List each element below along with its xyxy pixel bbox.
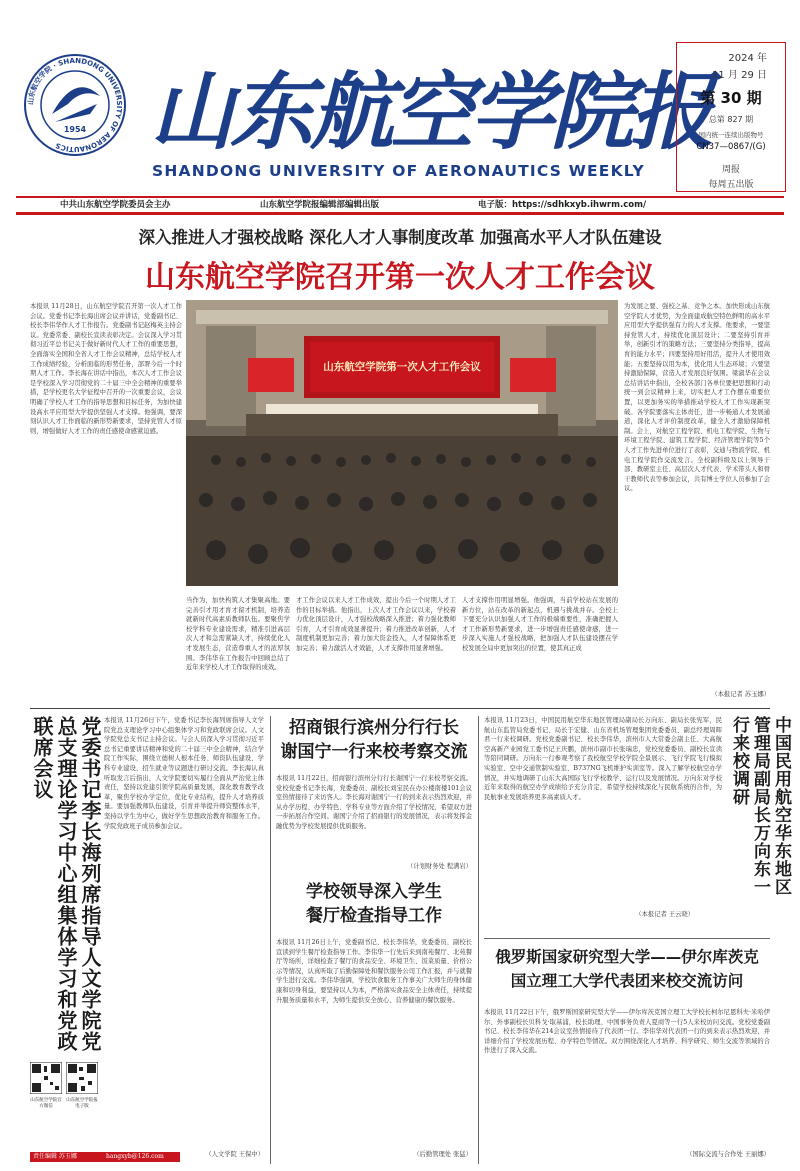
lead-byline: （本报记者 苏玉娜） bbox=[711, 691, 770, 698]
russia-title-line-1: 俄罗斯国家研究型大学——伊尔库茨克 bbox=[495, 948, 759, 966]
cn-number: CN37—0867/(G) bbox=[696, 142, 766, 152]
aviation-body: 本报讯 11月23日，中国民用航空华东地区管理局副局长万向东、副局长张宪军，民航山东监管局党委书记、局长于宏健、山东省机场管理集团党委委员、副总经理周晖君一行来校调研。党校党委副书记、校长李伟华，滨州市人大常委会副主任、大高航空高新产业园党工委书记王庆鹏，滨州市副市长张瑞忠，党校党委委员、副校长宣读等陪同调研。万向东一行参观考察了我校航空学校学院全景展示、飞行学院飞行模拟实验室、空中交通管制实验室、B737NG飞机维护实训室等。深入了解学校航空办学情况，并实地调研了山东大高国际飞行学校教学、运行以及发展情况。万向东对学校近年来取得的航空办学成绩给予充分肯定，希望学校持续深化与民航系统的合作，为民航事业发展培养更多高素质人才。 bbox=[484, 717, 722, 801]
sponsor-line: 中共山东航空学院委员会主办 bbox=[60, 200, 171, 210]
frequency: 周报 bbox=[721, 165, 740, 175]
theory-body: 本报讯 11月26日下午，党委书记李长海列席指导人文学院党总支理论学习中心组集体学习和党政联席会议。人文学院党总支书记主持会议。与会人员深入学习贯彻习近平总书记重要讲话精神和党的二十届三中全会精神，结合学院工作实际，围绕立德树人根本任务、师资队伍建设、学科专业建设、招生就业等议题进行研讨交流。李长海认真听取发言后指出，人文学院要切实履行全面从严治党主体责任，坚持以党建引领学院高质量发展，深化教育教学改革，聚焦学校办学定位，优化专业结构，提升人才培养质量。要加强教师队伍建设，引育并举提升师资整体水平，坚持以学生为中心，做好学生思想政治教育和服务工作。学院党政班子成员参加会议。 bbox=[104, 717, 264, 830]
lead-column-1: 本报讯 11月28日，山东航空学院召开第一次人才工作会议。党委书记李长海出席会议并讲话，党委副书记、校长李伟华作人才工作报告。党委副书记赵梅英主持会议。党委常委、副校长宣读表彰决定。会议深入学习贯彻习近平总书记关于做好新时代人才工作的重要思想，全面落实全国和全省人才工作会议精神，总结学校人才工作成绩经验，分析面临的形势任务，部署今后一个时期人才工作。李长海在讲话中指出，本次人才工作会议是学校深入学习贯彻党的二十届三中全会精神的重要举措，是学校更名大学征程中召开的一次重要会议，会议明确了学校人才工作的指导思想和目标任务，为加快建设高水平应用型大学提供坚强人才支撑。他强调，要深刻认识人才工作面临的新形势新要求，坚持党管人才原则，增强做好人才工作的责任感使命感紧迫感。 bbox=[30, 303, 182, 435]
lead-column-2: 当作为，加快构筑人才集聚高地。要完善引才用才育才留才机制，培养造就新时代高素质教师队伍。要聚焦学校学科专业建设需求，精准引进高层次人才和急需紧缺人才，持续优化人才发展生态，营造尊重人才的浓厚氛围。李伟华在工作报告中回顾总结了近年来学校人才工作取得的成效。 bbox=[186, 597, 290, 672]
issue-year: 2024 年 bbox=[728, 53, 767, 64]
canteen-title-line-1: 学校领导深入学生 bbox=[306, 882, 442, 902]
aviation-byline: （本报记者 王云晓） bbox=[635, 911, 694, 918]
russia-byline: （国际交流与合作处 王丽娜） bbox=[686, 1151, 770, 1158]
russia-divider bbox=[484, 938, 770, 939]
qr-block bbox=[30, 1062, 98, 1160]
aviation-title: 中国民用航空华东地区管理局副局长万向东一行来校调研 bbox=[729, 716, 791, 896]
col-divider-right bbox=[478, 716, 479, 1164]
cn-label: 国内统一连续出版物号 bbox=[698, 131, 764, 139]
epaper-qr[interactable] bbox=[66, 1062, 98, 1094]
russia-body: 本报讯 11月22日下午，俄罗斯国家研究型大学——伊尔库茨克国立理工大学校长柯尔尼恩科夫·米哈伊尔、外事副校长贝科戈·取基浦，校长助理、中国事务负责人夏商等一行5人来校访问交流。党校党委副书记、校长李伟华在214会议室热情接待了代表团一行。李伟华对代表团一行的到来表示热烈欢迎，并详细介绍了学校发展历程、办学特色等情况。双方围绕深化人才培养、科学研究、师生交流等领域的合作进行了深入交流。 bbox=[484, 1009, 770, 1055]
logo-year: 1954 bbox=[63, 125, 87, 134]
canteen-body: 本报讯 11月26日上午，党委副书记、校长李伟华，党委委员、副校长宣读到学生餐厅检查指导工作。李伟华一行先后来到南苑餐厅、北苑餐厅等场所，详细检查了餐厅的食品安全、环境卫生、饭菜质量、价格公示等情况，认真听取了后勤保障处和餐饮服务公司工作汇报，并与就餐学生进行交流。李伟华强调，学校饮食服务工作事关广大师生的身体健康和切身利益，要坚持以人为本，严格落实食品安全主体责任，持续提升服务质量和水平，为师生提供安全放心、营养健康的餐饮服务。 bbox=[276, 939, 472, 1004]
bank-byline: （计划财务处 程满岩） bbox=[407, 863, 472, 870]
newspaper-title: 山东航空学院报 bbox=[150, 62, 711, 161]
newspaper-subtitle: SHANDONG UNIVERSITY OF AERONAUTICS WEEKLY bbox=[152, 162, 645, 180]
masthead-rule-bottom bbox=[16, 212, 784, 215]
publish-day: 每周五出版 bbox=[708, 180, 754, 190]
logo-ring-text: 山东航空学院 · SHANDONG UNIVERSITY OF AERONAUTICS bbox=[26, 56, 124, 154]
canteen-title-line-2: 餐厅检查指导工作 bbox=[306, 906, 442, 926]
official-wechat-qr[interactable] bbox=[30, 1062, 62, 1094]
russia-title-line-2: 国立理工大学代表团来校交流访问 bbox=[510, 972, 744, 990]
photo-banner-text: 山东航空学院第一次人才工作会议 bbox=[323, 361, 481, 373]
bank-body: 本报讯 11月22日，招商银行滨州分行行长谢国宁一行来校考察交流。党校党委书记李长海，党委委员、副校长刘宝民在办公楼南楼101会议室热情接待了来访客人。李长海对谢国宁一行的到来表示热烈欢迎，并从办学历程、办学特色、学科专业等方面介绍了学校情况，希望双方进一步拓展合作空间。谢国宁介绍了招商银行的发展情况，表示将发挥金融优势为学校发展提供优质服务。 bbox=[276, 775, 472, 830]
lead-kicker: 深入推进人才强校战略 深化人才人事制度改革 加强高水平人才队伍建设 bbox=[138, 228, 662, 247]
university-logo bbox=[22, 52, 128, 158]
lead-headline: 山东航空学院召开第一次人才工作会议 bbox=[145, 260, 655, 295]
lead-photo bbox=[186, 300, 618, 586]
qr-label-epaper: 山东航空学院报电子版 bbox=[66, 1098, 98, 1109]
lead-column-3: 才工作会议以来人才工作成效，提出今后一个时期人才工作的目标举措。他指出，上次人才工作会议以来，学校着力优化顶层设计，人才强校战略深入推进；着力强化教师引育，人才引育成效显著提升；着力推进改革创新，人才制度机制更加完善；着力加大资金投入，人才保障体系更加完善；着力激活人才效能，人才支撑作用显著增强。 bbox=[296, 597, 456, 652]
editor-email[interactable]: hangxyb@126.com bbox=[106, 1153, 164, 1160]
col-divider-left bbox=[270, 716, 271, 1164]
lead-column-4: 人才支撑作用明显增强。他强调，当前学校站在发展的新方位，站在改革的新起点，机遇与挑战并存。全校上下要充分认识加强人才工作的极端重要性，准确把握人才工作新形势新要求，进一步增强责任感使命感，进一步深入实施人才强校战略，把加强人才队伍建设摆在学校发展全局中更加突出的位置，使其真正成 bbox=[462, 597, 618, 652]
total-issue: 总第 827 期 bbox=[708, 115, 754, 124]
bank-title-line-1: 招商银行滨州分行行长 bbox=[289, 718, 459, 738]
issue-date: 11 月 29 日 bbox=[712, 70, 767, 81]
issue-box bbox=[676, 42, 786, 192]
qr-label-wechat: 山东航空学院官方微信 bbox=[30, 1098, 62, 1109]
responsible-editor: 责任编辑 苏玉娜 bbox=[33, 1153, 77, 1160]
lead-column-right: 为发展之要、强校之基、竞争之本。加快形成山东航空学院人才优势，为全面建成航空特色鲜明的高水平应用型大学提供强有力的人才支撑。他要求，一要坚持党管人才，持续优化顶层设计；二要坚持引育并举，创新引才的策略方法；三要坚持分类指导，提高育的能力水平；四要坚持用好用活，提升人才使用效能；五要坚持以用为本，优化用人生态环境；六要坚持激励保障，营造人才发展良好氛围。梁淑华在会议总结讲话中指出，全校各部门各单位要把思想和行动统一到会议精神上来，切实把人才工作摆在重要位置，以更加务实的举措推动学校人才工作实现新突破。各学院要落实主体责任，进一步畅通人才发展通道，深化人才评价制度改革，健全人才激励保障机制。会上，对航空工程学院、机电工程学院、生物与环境工程学院、建筑工程学院、经济管理学院等5个人才工作先进单位进行了表彰，交通与物流学院、机电工程学院作交流发言。全校副科级及以上领导干部、教研室主任、高层次人才代表、学术带头人和骨干教师代表等参加会议，共有博士学位人员参加了会议。 bbox=[624, 303, 770, 493]
bank-title-line-2: 谢国宁一行来校考察交流 bbox=[280, 742, 468, 762]
theory-title: 党委书记李长海列席指导人文学院党总支理论学习中心组集体学习和党政联席会议 bbox=[30, 716, 102, 1052]
epaper-link[interactable]: 电子版：https://sdhkxyb.ihwrm.com/ bbox=[478, 200, 647, 210]
section-divider bbox=[30, 708, 770, 709]
canteen-byline: （后勤管理处 张猛） bbox=[413, 1151, 472, 1158]
publisher-line: 山东航空学院报编辑部编辑出版 bbox=[260, 200, 380, 210]
theory-byline: （人文学院 王保中） bbox=[205, 1151, 264, 1158]
issue-number: 第 30 期 bbox=[700, 89, 762, 107]
masthead bbox=[0, 0, 800, 210]
